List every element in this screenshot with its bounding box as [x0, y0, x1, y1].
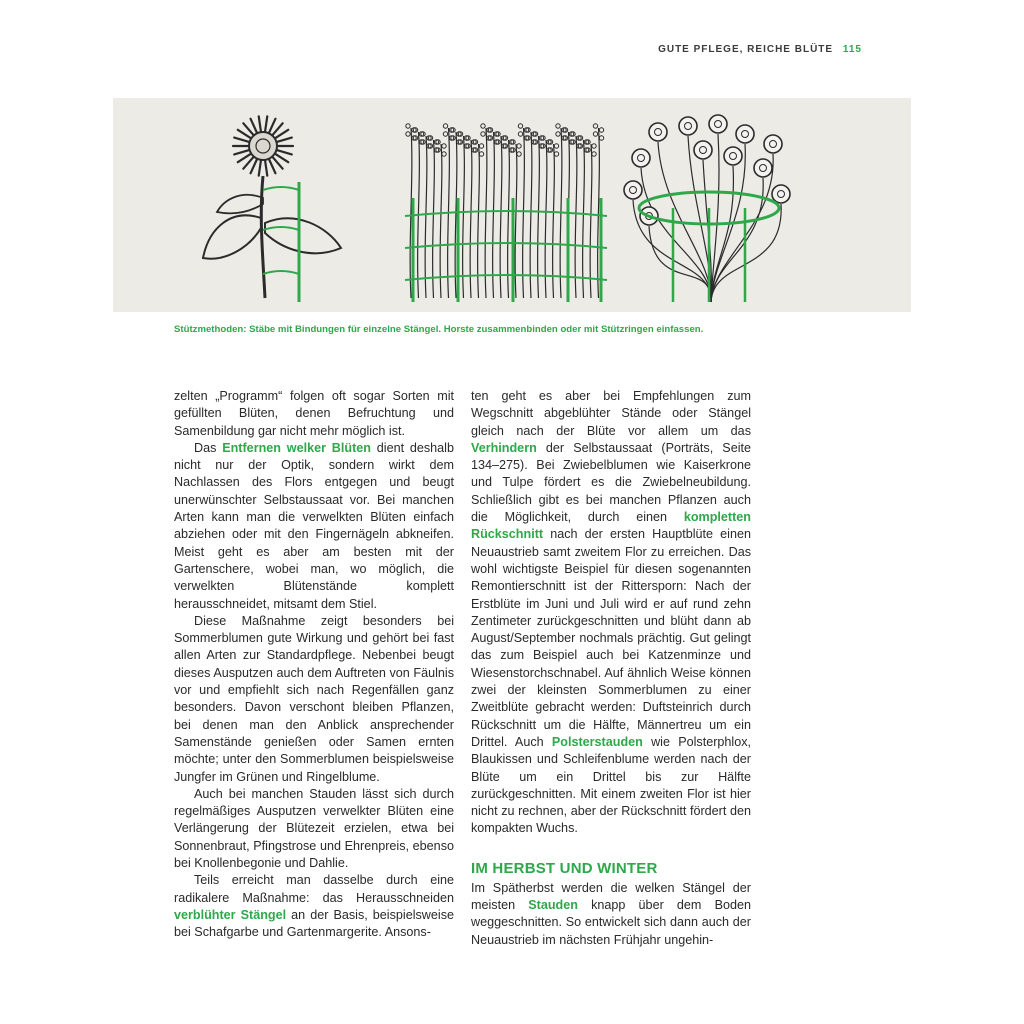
- sunflower-with-stake-illustration: [203, 116, 341, 302]
- text-run: knapp über dem Boden weggeschnitten. So entwickelt sich dann auch der Neuaustrieb im nächsten Frühjahr ungehin-: [471, 898, 751, 947]
- stalk: [493, 132, 495, 298]
- petal: [269, 159, 276, 174]
- twine: [405, 211, 607, 216]
- text-run: Diese Maßnahme zeigt besonders bei Sommerblumen gute Wirkung und gehört bei fast allen Arten zur Standardpflege. Nebenbei beugt dieses Ausputzen auch dem Auftreten von Fäulnis vor und empfiehlt sich nach Regenfällen ganz besonders. Davon verschont bleiben Pflanzen, bei denen man den Anblick ansprechender Samenstände genießen oder Samen ernten möchte; unter den Sommerblumen beispielsweise Jungfer im Grünen und Ringelblume.: [174, 613, 454, 784]
- petal: [259, 116, 261, 132]
- floret: [443, 124, 447, 128]
- petal: [234, 138, 249, 143]
- left-text-column: [174, 388, 454, 942]
- daisy-head: [754, 159, 772, 177]
- daisy-head: [772, 185, 790, 203]
- keyword: Verhindern: [471, 440, 537, 455]
- text-run: dient deshalb nicht nur der Optik, sondern wirkt dem Nachlassen des Flors entgegen und beugt unerwünschter Selbstaussaat vor. Bei manchen Arten kann man die verwelkten Blüten einfach abziehen oder mit den Fingernägeln abkneifen. Meist geht es aber am besten mit der Gartenschere, wobei man, wo möglich, die verwelkten Blütenstände komplett herausschneidet, mitsamt dem Stiel.: [174, 440, 454, 611]
- text-run: der Selbstaussaat (Porträts, Seite 134–275). Bei Zwiebelblumen wie Kaiserkrone und Tulpe fördert es die Zwiebelneubildung. Schließlich gibt es bei manchen Pflanzen auch die Möglichkeit, durch einen: [471, 440, 751, 525]
- stalk: [470, 140, 472, 298]
- clump-with-stakes-illustration: [405, 124, 607, 302]
- keyword: Stauden: [528, 898, 578, 913]
- text-run: Im Spätherbst werden die welken Stängel der meisten: [471, 880, 751, 913]
- stalk: [538, 136, 540, 298]
- twine: [405, 243, 607, 248]
- stalk: [440, 144, 442, 298]
- daisies-with-ring-illustration: [624, 115, 790, 302]
- stem: [261, 176, 265, 298]
- floret: [481, 132, 485, 136]
- stalk: [545, 140, 547, 298]
- text-run: Das: [194, 440, 223, 455]
- daisy-head: [724, 147, 742, 165]
- paragraph: [174, 786, 454, 872]
- keyword: Entfernen welker Blüten: [222, 440, 371, 455]
- petal: [276, 150, 291, 155]
- daisy-head: [624, 181, 642, 199]
- floret: [406, 132, 410, 136]
- keyword: verblühter Stängel: [174, 907, 287, 922]
- floret: [592, 152, 596, 156]
- floret: [443, 132, 447, 136]
- daisy-head: [649, 123, 667, 141]
- twine: [405, 275, 607, 280]
- daisy-head: [632, 149, 650, 167]
- floret: [479, 144, 483, 148]
- floret: [517, 152, 521, 156]
- figure-caption: Stützmethoden: Stäbe mit Bindungen für einzelne Stängel. Horste zusammenbinden oder mit Stützringen einfassen.: [174, 324, 704, 335]
- text-run: Teils erreicht man dasselbe durch eine radikalere Maßnahme: das Herausschneiden: [174, 873, 454, 905]
- stalk: [575, 136, 577, 298]
- stalk: [641, 168, 711, 302]
- plant-support-illustration: [113, 98, 911, 312]
- tie: [263, 227, 299, 230]
- stalk: [485, 128, 487, 298]
- floret: [554, 144, 558, 148]
- tie: [263, 271, 299, 274]
- floret: [556, 124, 560, 128]
- daisy-head: [764, 135, 782, 153]
- daisy-head: [709, 115, 727, 133]
- daisy-head: [736, 125, 754, 143]
- stalk: [523, 128, 525, 298]
- floret: [518, 124, 522, 128]
- floret: [481, 124, 485, 128]
- stalk: [598, 128, 600, 298]
- paragraph: [174, 440, 454, 613]
- daisy-head: [694, 141, 712, 159]
- floret: [592, 144, 596, 148]
- figure-illustration: [113, 98, 911, 312]
- floret: [556, 132, 560, 136]
- section-paragraph: [471, 880, 751, 949]
- tie: [263, 187, 299, 190]
- petal: [265, 116, 267, 132]
- paragraph: [174, 388, 454, 440]
- stalk: [500, 136, 502, 298]
- floret: [518, 132, 522, 136]
- floret: [517, 144, 521, 148]
- floret: [593, 132, 597, 136]
- stalk: [530, 132, 532, 298]
- text-run: zelten „Programm“ folgen oft sogar Sorten mit gefüllten Blüten, denen Befruchtung und Samenbildung gar nicht mehr möglich ist.: [174, 389, 454, 438]
- stalk: [425, 136, 427, 298]
- petal: [234, 150, 249, 155]
- floret: [599, 136, 603, 140]
- floret: [479, 152, 483, 156]
- leaf: [217, 195, 263, 213]
- floret: [593, 124, 597, 128]
- leaf: [265, 218, 341, 253]
- text-run: Auch bei manchen Stauden lässt sich durch regelmäßiges Ausputzen verwelkter Blüten eine Verlängerung der Blütezeit erzielen, etwa bei Sonnenbraut, Pfingstrose und Ehrenpreis, ebenso bei Knollenbegonie und Dahlie.: [174, 786, 454, 871]
- stalk: [553, 144, 555, 298]
- text-run: ten geht es aber bei Empfehlungen zum Wegschnitt abgeblühter Stände oder Stängel gleich nach der Blüte vor allem um das: [471, 389, 751, 438]
- stalk: [590, 144, 592, 298]
- paragraph: [174, 872, 454, 941]
- daisy-head: [679, 117, 697, 135]
- petal: [276, 138, 291, 143]
- running-head: [658, 44, 862, 55]
- floret: [554, 152, 558, 156]
- stalk: [433, 140, 435, 298]
- leaf: [203, 215, 261, 258]
- paragraph: [471, 388, 751, 838]
- floret: [406, 124, 410, 128]
- running-title: GUTE PFLEGE, REICHE BLÜTE: [658, 44, 834, 55]
- keyword: kompletten Rückschnitt: [471, 510, 751, 542]
- text-run: an der Basis, beispielsweise bei Schafgarbe und Gartenmargerite. Ansons-: [174, 907, 455, 940]
- floret: [599, 128, 603, 132]
- text-run: nach der ersten Hauptblüte einen Neuaustrieb samt zweitem Flor zu erreichen. Das wohl wichtigste Beispiel für diesen sogenannten Remontierschnitt ist der Rittersporn: Nach der Erstblüte im Juni und Juli wird er auf rund zehn Zentimeter zurückgeschnitten und blüht dann ab August/September nochmals prächtig. Gut gelingt das zum Beispiel auch bei Katzenminze und Wiesenstorchschnabel. Auf ähnlich Weise können zwei der kleinsten Sommerblumen zu einer Zweitblüte gebracht werden: Duftsteinrich durch Rückschnitt um die Hälfte, Männertreu um ein Drittel. Auch: [471, 527, 751, 749]
- petal: [251, 159, 258, 174]
- right-text-column: [471, 388, 751, 949]
- text-run: wie Polsterphlox, Blaukissen und Schleifenblume werden nach der Blüte um ein Drittel bis zur Hälfte zurückgeschnitten. Mit einem zweiten Flor ist hier nicht zu rechnen, aber der Rückschnitt fördert den kompakten Wuchs.: [471, 734, 751, 836]
- stalk: [463, 136, 465, 298]
- petal: [265, 160, 267, 176]
- paragraph: [174, 613, 454, 786]
- page-number: 115: [842, 44, 862, 55]
- petal: [259, 160, 261, 176]
- flower-center: [249, 132, 277, 160]
- stalk: [583, 140, 585, 298]
- keyword: Polsterstauden: [551, 734, 643, 749]
- petal: [269, 119, 276, 134]
- floret: [442, 144, 446, 148]
- section-heading: IM HERBST UND WINTER: [471, 859, 658, 877]
- floret: [442, 152, 446, 156]
- petal: [251, 119, 258, 134]
